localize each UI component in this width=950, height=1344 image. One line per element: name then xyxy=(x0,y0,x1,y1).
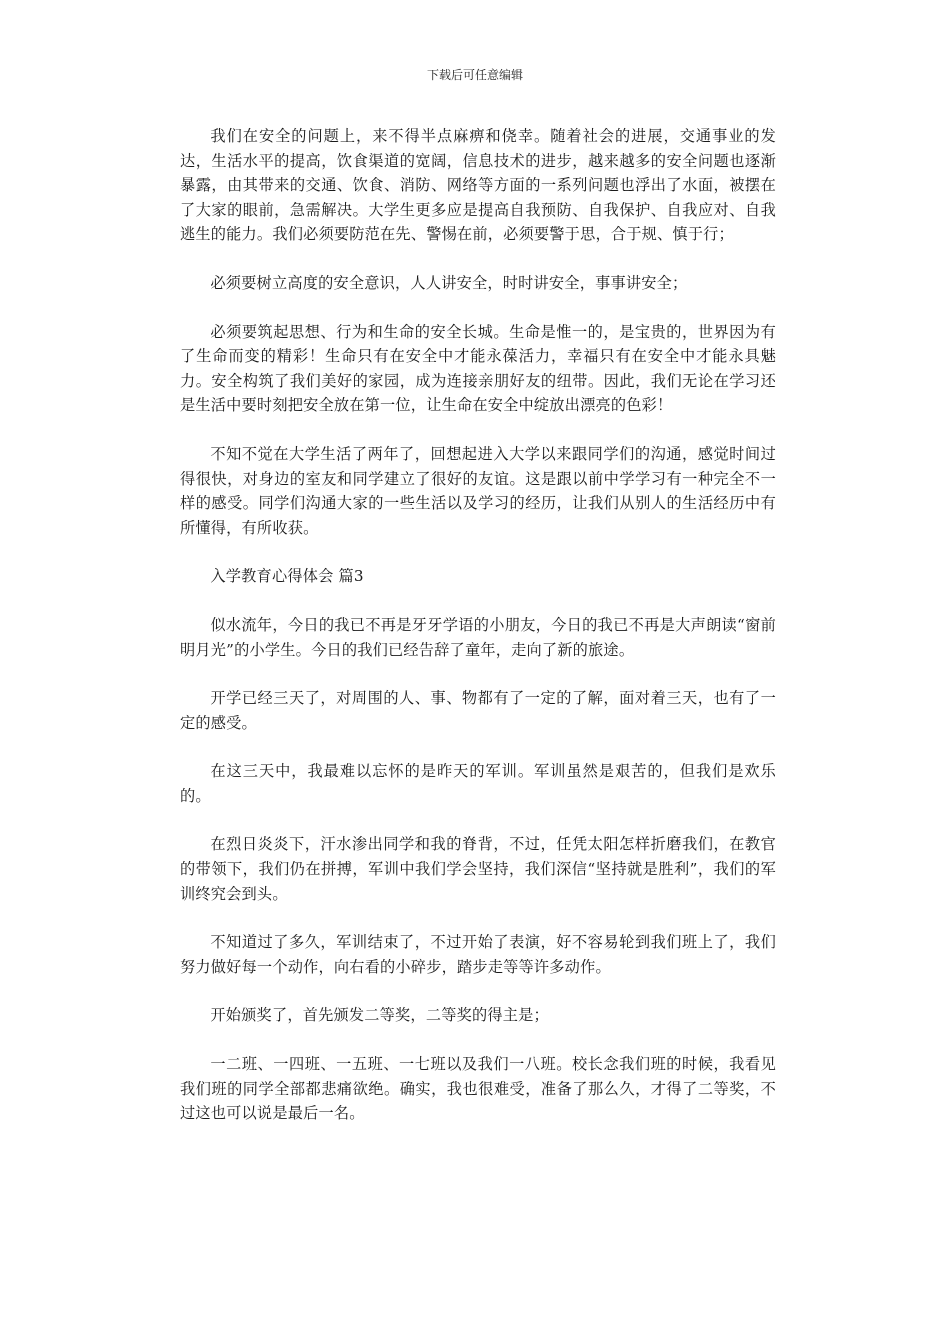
paragraph-hot-sun: 在烈日炎炎下，汗水渗出同学和我的脊背，不过，任凭太阳怎样折磨我们，在教官的带领下，我们仍在拼搏，军训中我们学会坚持，我们深信“坚持就是胜利”，我们的军训终究会到头。 xyxy=(180,835,776,903)
paragraph-performance: 不知道过了多久，军训结束了，不过开始了表演，好不容易轮到我们班上了，我们努力做好每一个动作，向右看的小碎步，踏步走等等许多动作。 xyxy=(180,933,776,976)
paragraph-time-flows: 似水流年，今日的我已不再是牙牙学语的小朋友，今日的我已不再是大声朗读“窗前明月光”的小学生。今日的我们已经告辞了童年，走向了新的旅途。 xyxy=(180,615,776,659)
paragraph-second-prize: 一二班、一四班、一五班、一七班以及我们一八班。校长念我们班的时候，我看见我们班的同学全部都悲痛欲绝。确实，我也很难受，准备了那么久，才得了二等奖，不过这也可以说是最后一名。 xyxy=(180,1055,776,1123)
page-header: 下载后可任意编辑 xyxy=(426,68,523,82)
paragraph-awards: 开始颁奖了，首先颁发二等奖，二等奖的得主是； xyxy=(210,1006,549,1025)
paragraph-college-life: 不知不觉在大学生活了两年了，回想起进入大学以来跟同学们的沟通，感觉时间过得很快，对身边的室友和同学建立了很好的友谊。这是跟以前中学学习有一种完全不一样的感受。同学们沟通大家的一些生活以及学习的经历，让我们从别人的生活经历中有所懂得，有所收获。 xyxy=(180,444,776,537)
paragraph-safety-intro: 我们在安全的问题上，来不得半点麻痹和侥幸。随着社会的进展，交通事业的发达，生活水平的提高，饮食渠道的宽阔，信息技术的进步，越来越多的安全问题也逐渐暴露，由其带来的交通、饮食、消防、网络等方面的一系列问题也浮出了水面，被摆在了大家的眼前，急需解决。大学生更多应是提高自我预防、自我保护、自我应对、自我逃生的能力。我们必须要防范在先、警惕在前，必须要警于思，合于规、慎于行； xyxy=(180,127,776,244)
paragraph-military-training: 在这三天中，我最难以忘怀的是昨天的军训。军训虽然是艰苦的，但我们是欢乐的。 xyxy=(180,762,776,805)
document-body xyxy=(180,124,776,1150)
paragraph-three-days: 开学已经三天了，对周围的人、事、物都有了一定的了解，面对着三天，也有了一定的感受。 xyxy=(180,689,776,732)
paragraph-safety-awareness: 必须要树立高度的安全意识，人人讲安全，时时讲安全，事事讲安全； xyxy=(210,273,688,292)
section-heading: 入学教育心得体会 篇3 xyxy=(210,567,364,586)
paragraph-safety-wall: 必须要筑起思想、行为和生命的安全长城。生命是惟一的，是宝贵的，世界因为有了生命而变的精彩！生命只有在安全中才能永葆活力，幸福只有在安全中才能永具魅力。安全构筑了我们美好的家园，成为连接亲朋好友的纽带。因此，我们无论在学习还是生活中要时刻把安全放在第一位，让生命在安全中绽放出漂亮的色彩！ xyxy=(180,322,776,415)
